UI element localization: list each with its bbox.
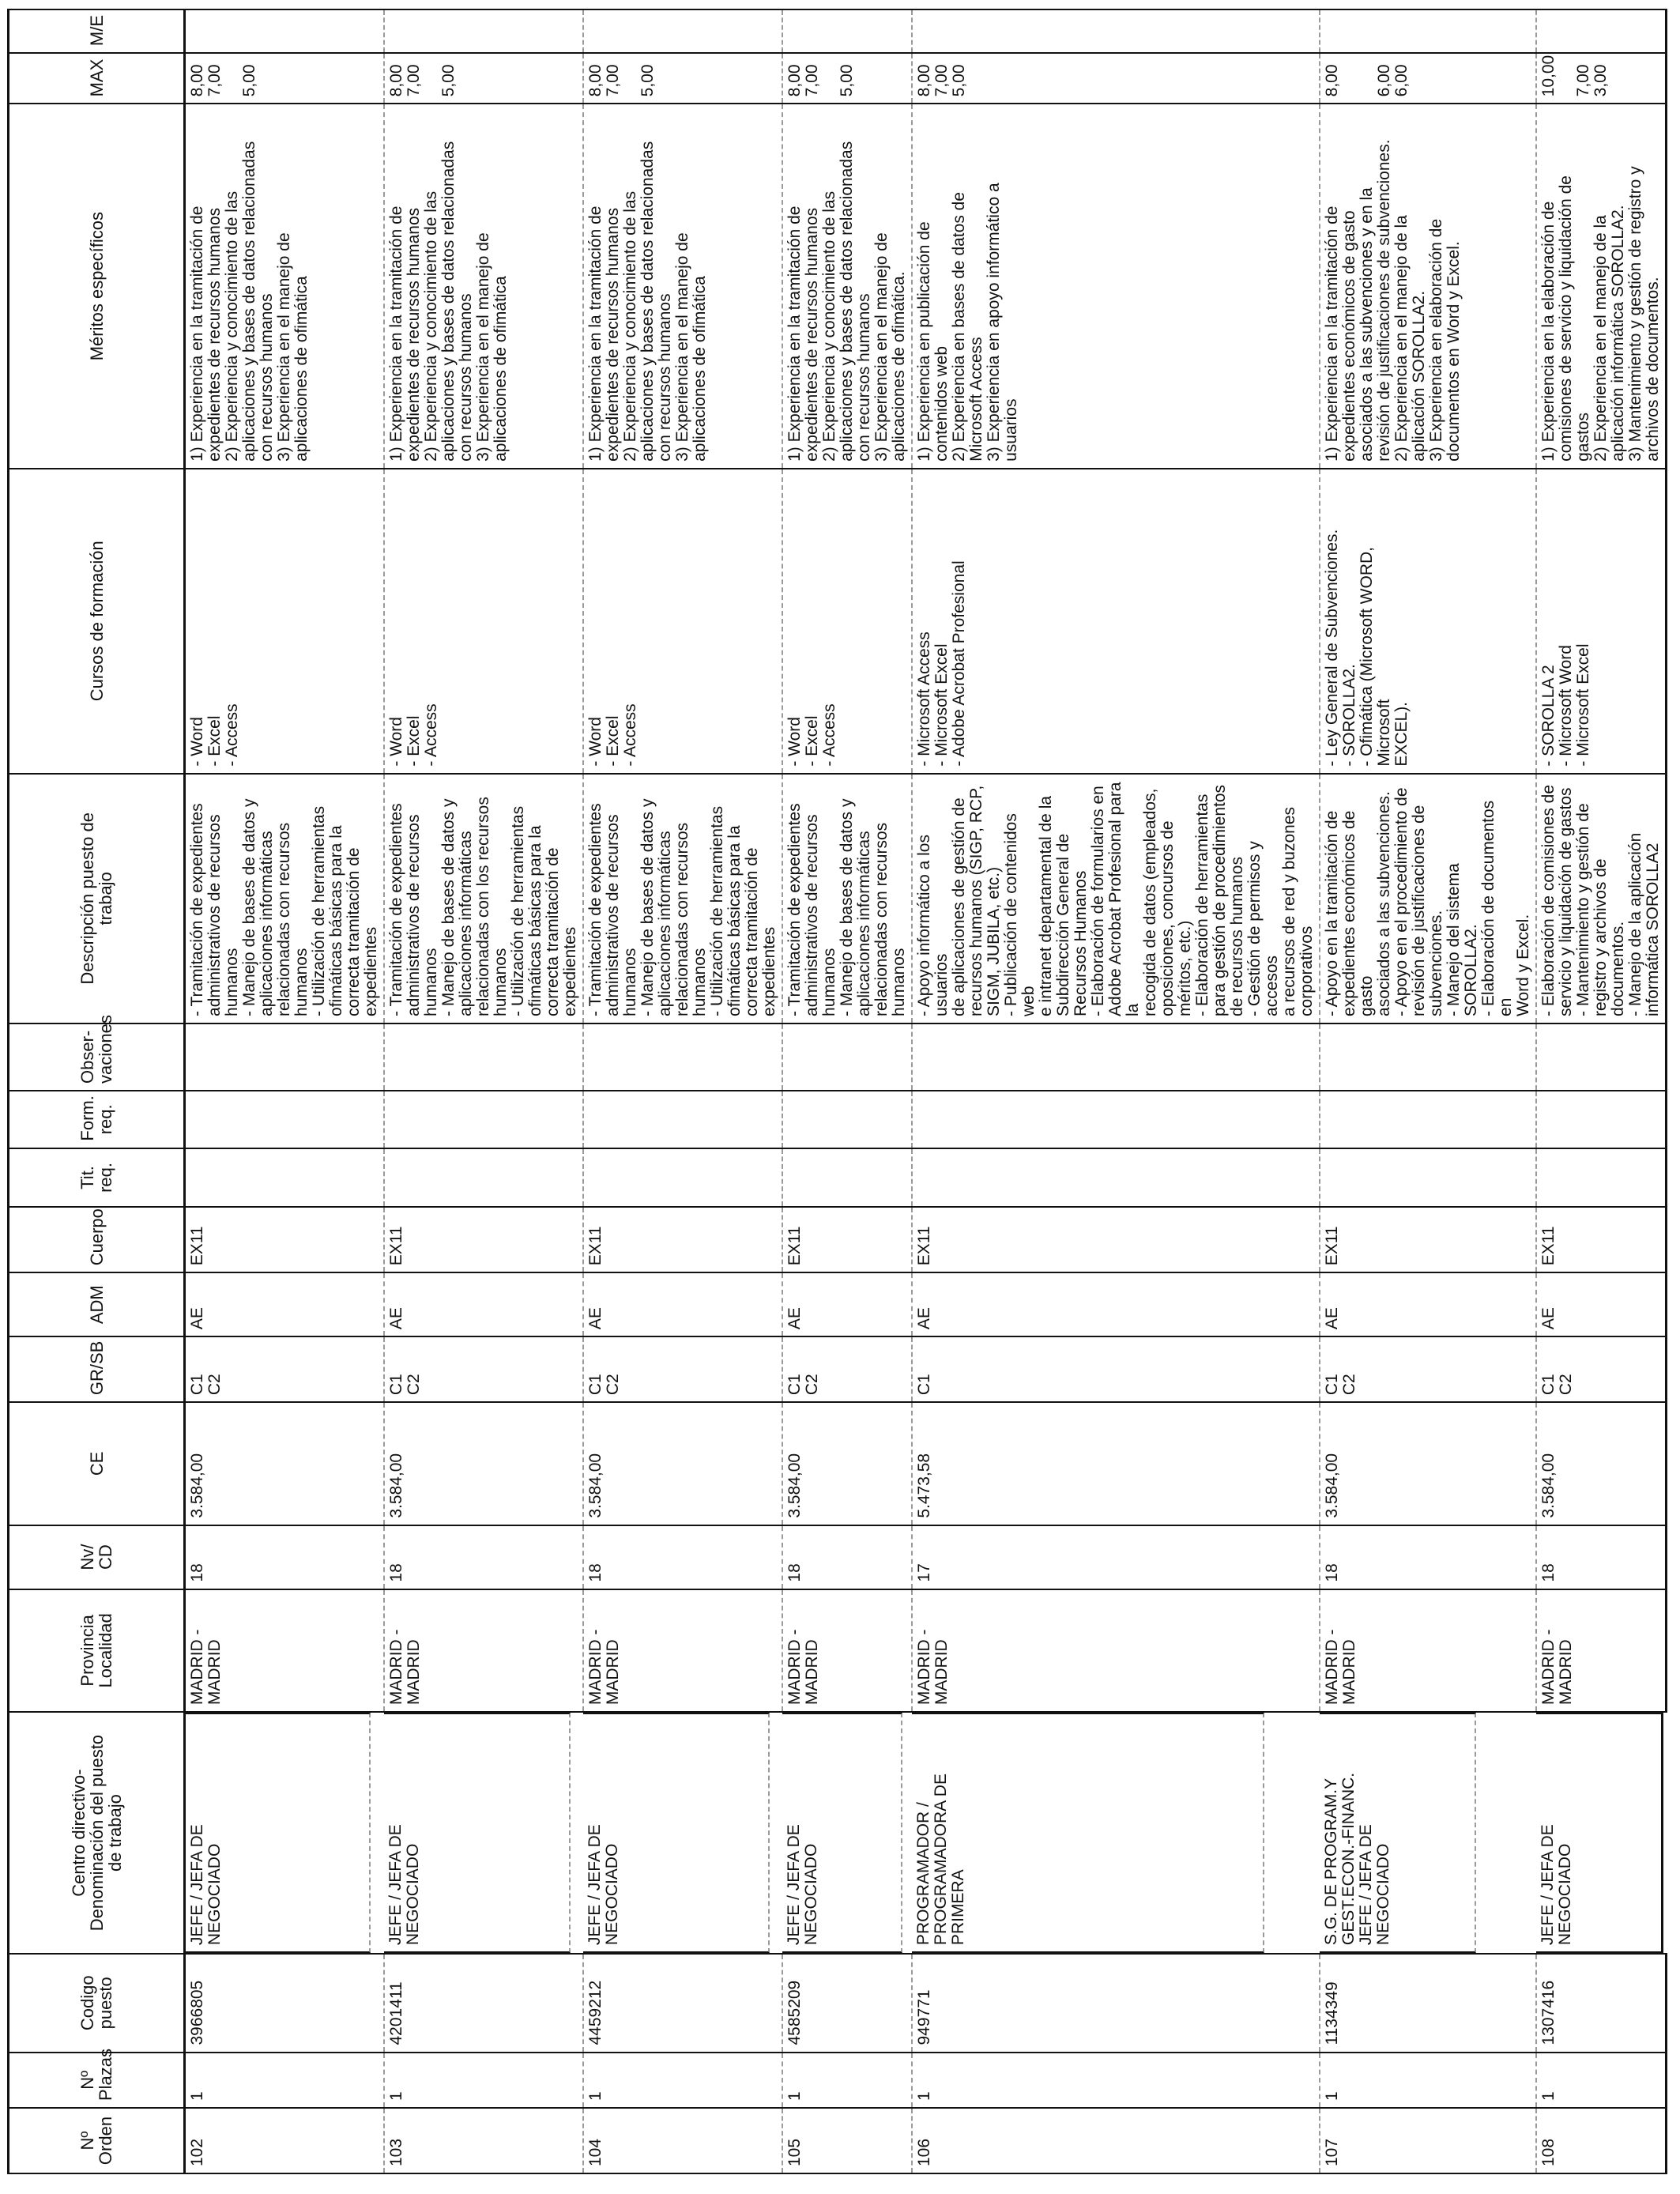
cell-obs [1536, 1023, 1667, 1091]
cell-descripcion: - Apoyo en la tramitación de expedientes económicos de gasto asociados a las subvenciones. - Apoyo en el procedimiento de revisión de justificaciones de subvenciones. - Manejo del sistema SOROLLA2. - Elaboración de documentos en Word y Excel. [1320, 774, 1536, 1023]
cell-meritos: 1) Experiencia en la elaboración de comisiones de servicio y liquidación de gastos 2) Experiencia en el manejo de la aplicación informática SOROLLA2. 3) Mantenimiento y gestión de registro y archivos de documentos. [1536, 104, 1667, 469]
cell-cuerpo: EX11 [782, 1207, 912, 1272]
header-orden: Nº Orden [9, 2108, 185, 2173]
cell-nivel: 18 [384, 1525, 583, 1589]
cell-me [384, 9, 583, 53]
cell-tit [912, 1148, 1320, 1208]
cell-cuerpo: EX11 [185, 1207, 385, 1272]
cell-cursos: - Word - Excel - Access [782, 469, 912, 774]
cell-codigo: 1307416 [1536, 1954, 1667, 2052]
cell-cursos: - Word - Excel - Access [185, 469, 385, 774]
cell-centro [1320, 1713, 1476, 1953]
header-tit: Tit. req. [9, 1148, 185, 1208]
cell-provincia: MADRID - MADRID [384, 1589, 583, 1713]
cell-grsb: C1 C2 [782, 1336, 912, 1402]
cell-provincia: MADRID - MADRID [1536, 1589, 1667, 1713]
denominacion: JEFE / JEFA DE NEGOCIADO [386, 1824, 422, 1946]
header-descripcion: Descripción puesto de trabajo [9, 774, 185, 1023]
table-row [912, 9, 1320, 2173]
header-ce: CE [9, 1402, 185, 1525]
cell-max: 8,00 7,00 5,00 [185, 53, 385, 104]
cell-descripcion: - Elaboración de comisiones de servicio y liquidación de gastos - Mantenimiento y gestión de registro y archivos de documentos. - Manejo de la aplicación informática SOROLLA2 [1536, 774, 1667, 1023]
cell-nivel: 18 [185, 1525, 385, 1589]
cell-meritos: 1) Experiencia en la tramitación de expedientes de recursos humanos 2) Experiencia y conocimiento de las aplicaciones y bases de datos relacionadas con recursos humanos 3) Experiencia en el manejo de aplicaciones de ofimática [583, 104, 782, 469]
cell-cursos: - Word - Excel - Access [384, 469, 583, 774]
table-row [384, 9, 583, 2173]
header-nivel: Nv/ CD [9, 1525, 185, 1589]
cell-adm: AE [912, 1272, 1320, 1336]
cell-centro [782, 1713, 902, 1953]
header-cuerpo: Cuerpo [9, 1207, 185, 1272]
cell-adm: AE [384, 1272, 583, 1336]
denominacion: JEFE / JEFA DE NEGOCIADO [586, 1824, 621, 1946]
cell-descripcion: - Tramitación de expedientes administrativos de recursos humanos - Manejo de bases de datos y aplicaciones informáticas relacionadas con recursos humanos - Utilización de herramientas ofimáticas básicas para la correcta tramitación de expedientes [185, 774, 385, 1023]
header-adm: ADM [9, 1272, 185, 1336]
cell-provincia: MADRID - MADRID [782, 1589, 912, 1713]
cell-descripcion: - Tramitación de expedientes administrativos de recursos humanos - Manejo de bases de datos y aplicaciones informáticas relacionadas con recursos humanos - Utilización de herramientas ofimáticas básicas para la correcta tramitación de expedientes [583, 774, 782, 1023]
cell-nivel: 17 [912, 1525, 1320, 1589]
cell-plazas: 1 [782, 2053, 912, 2109]
cell-grsb: C1 C2 [583, 1336, 782, 1402]
cell-grsb: C1 C2 [384, 1336, 583, 1402]
denominacion: JEFE / JEFA DE NEGOCIADO [188, 1824, 224, 1946]
cell-me [912, 9, 1320, 53]
header-max: MAX [9, 53, 185, 104]
cell-max: 8,00 6,00 6,00 [1320, 53, 1536, 104]
cell-nivel: 18 [1320, 1525, 1536, 1589]
cell-obs [583, 1023, 782, 1091]
cell-codigo: 4585209 [782, 1954, 912, 2052]
centro-directivo: S.G. DE PROGRAM.Y GEST.ECON.-FINANC. [1322, 1772, 1358, 1946]
cell-plazas: 1 [912, 2053, 1320, 2109]
cell-cuerpo: EX11 [912, 1207, 1320, 1272]
cell-me [185, 9, 385, 53]
cell-ce: 5.473,58 [912, 1402, 1320, 1525]
cell-obs [912, 1023, 1320, 1091]
cell-codigo: 1134349 [1320, 1954, 1536, 2052]
cell-centro [1536, 1713, 1663, 1953]
cell-tit [583, 1148, 782, 1208]
cell-nivel: 18 [583, 1525, 782, 1589]
table-row [185, 9, 385, 2173]
header-row [9, 9, 185, 2173]
cell-meritos: 1) Experiencia en la tramitación de expedientes de recursos humanos 2) Experiencia y conocimiento de las aplicaciones y bases de datos relacionadas con recursos humanos 3) Experiencia en el manejo de aplicaciones de ofimática [185, 104, 385, 469]
cell-provincia: MADRID - MADRID [583, 1589, 782, 1713]
cell-centro [583, 1713, 770, 1953]
cell-cuerpo: EX11 [583, 1207, 782, 1272]
cell-form [912, 1091, 1320, 1148]
header-plazas: Nº Plazas [9, 2053, 185, 2109]
cell-me [583, 9, 782, 53]
header-form: Form. req. [9, 1091, 185, 1148]
cell-cursos: - Microsoft Access - Microsoft Excel - Adobe Acrobat Profesional [912, 469, 1320, 774]
denominacion: PROGRAMADOR / PROGRAMADORA DE PRIMERA [914, 1774, 967, 1946]
cell-meritos: 1) Experiencia en la tramitación de expedientes de recursos humanos 2) Experiencia y conocimiento de las aplicaciones y bases de datos relacionadas con recursos humanos 3) Experiencia en el manejo de aplicaciones de ofimática. [782, 104, 912, 469]
table-row [583, 9, 782, 2173]
table-row [782, 9, 912, 2173]
header-grsb: GR/SB [9, 1336, 185, 1402]
cell-tit [384, 1148, 583, 1208]
cell-orden: 106 [912, 2108, 1320, 2173]
cell-adm: AE [185, 1272, 385, 1336]
denominacion: JEFE / JEFA DE NEGOCIADO [1539, 1824, 1574, 1946]
cell-max: 8,00 7,00 5,00 [583, 53, 782, 104]
cell-cuerpo: EX11 [1536, 1207, 1667, 1272]
cell-me [1536, 9, 1667, 53]
cell-adm: AE [583, 1272, 782, 1336]
cell-descripcion: - Tramitación de expedientes administrativos de recursos humanos - Manejo de bases de datos y aplicaciones informáticas relacionadas con recursos humanos [782, 774, 912, 1023]
header-codigo: Codigo puesto [9, 1954, 185, 2052]
cell-form [1320, 1091, 1536, 1148]
job-positions-table [7, 9, 1667, 2174]
cell-ce: 3.584,00 [782, 1402, 912, 1525]
cell-tit [1320, 1148, 1536, 1208]
cell-plazas: 1 [1320, 2053, 1536, 2109]
cell-cursos: - Ley General de Subvenciones. - SOROLLA2. - Ofimática (Microsoft WORD, Microsoft EXCEL). [1320, 469, 1536, 774]
denominacion: JEFE / JEFA DE NEGOCIADO [1357, 1824, 1392, 1946]
cell-nivel: 18 [782, 1525, 912, 1589]
cell-max: 8,00 7,00 5,00 [912, 53, 1320, 104]
header-obs: Obser- vaciones [9, 1023, 185, 1091]
cell-ce: 3.584,00 [185, 1402, 385, 1525]
cell-ce: 3.584,00 [1536, 1402, 1667, 1525]
cell-codigo: 4201411 [384, 1954, 583, 2052]
cell-orden: 104 [583, 2108, 782, 2173]
cell-adm: AE [1536, 1272, 1667, 1336]
cell-centro [186, 1713, 371, 1953]
cell-me [1320, 9, 1536, 53]
cell-tit [185, 1148, 385, 1208]
cell-ce: 3.584,00 [384, 1402, 583, 1525]
cell-codigo: 949771 [912, 1954, 1320, 2052]
cell-form [1536, 1091, 1667, 1148]
cell-orden: 107 [1320, 2108, 1536, 2173]
cell-me [782, 9, 912, 53]
cell-nivel: 18 [1536, 1525, 1667, 1589]
cell-orden: 105 [782, 2108, 912, 2173]
cell-meritos: 1) Experiencia en la tramitación de expedientes económicos de gasto asociados a las subvenciones y en la revisión de justificaciones de subvenciones. 2) Experiencia en el manejo de la aplicación SOROLLA2. 3) Experiencia en elaboración de documentos en Word y Excel. [1320, 104, 1536, 469]
cell-obs [384, 1023, 583, 1091]
header-cursos: Cursos de formación [9, 469, 185, 774]
cell-obs [185, 1023, 385, 1091]
cell-obs [782, 1023, 912, 1091]
cell-orden: 108 [1536, 2108, 1667, 2173]
cell-cuerpo: EX11 [384, 1207, 583, 1272]
cell-grsb: C1 C2 [185, 1336, 385, 1402]
cell-meritos: 1) Experiencia en publicación de contenidos web 2) Experiencia en bases de datos de Microsoft Access 3) Experiencia en apoyo informático a usuarios [912, 104, 1320, 469]
header-me: M/E [9, 9, 185, 53]
table-row [1320, 9, 1536, 2173]
cell-tit [782, 1148, 912, 1208]
cell-form [185, 1091, 385, 1148]
header-meritos: Méritos específicos [9, 104, 185, 469]
header-provincia: Provincia Localidad [9, 1589, 185, 1713]
cell-provincia: MADRID - MADRID [1320, 1589, 1536, 1713]
table-row [1536, 9, 1667, 2173]
cell-max: 8,00 7,00 5,00 [384, 53, 583, 104]
cell-adm: AE [1320, 1272, 1536, 1336]
denominacion: JEFE / JEFA DE NEGOCIADO [785, 1824, 820, 1946]
cell-tit [1536, 1148, 1667, 1208]
cell-cursos: - SOROLLA 2 - Microsoft Word - Microsoft Excel [1536, 469, 1667, 774]
cell-plazas: 1 [384, 2053, 583, 2109]
cell-codigo: 3966805 [185, 1954, 385, 2052]
cell-meritos: 1) Experiencia en la tramitación de expedientes de recursos humanos 2) Experiencia y conocimiento de las aplicaciones y bases de datos relacionadas con recursos humanos 3) Experiencia en el manejo de aplicaciones de ofimática [384, 104, 583, 469]
cell-form [583, 1091, 782, 1148]
cell-grsb: C1 [912, 1336, 1320, 1402]
cell-descripcion: - Apoyo informático a los usuarios de aplicaciones de gestión de recursos humanos (SIGP, RCP, SIGM, JUBILA, etc.) - Publicación de contenidos web e intranet departamental de la Subdirección General de Recursos Humanos - Elaboración de formularios en Adobe Acrobat Profesional para la recogida de datos (empleados, oposiciones, concursos de méritos, etc.) - Elaboración de herramientas para gestión de procedimientos de recursos humanos - Gestión de permisos y accesos a recursos de red y buzones corporativos [912, 774, 1320, 1023]
cell-orden: 102 [185, 2108, 385, 2173]
cell-cursos: - Word - Excel - Access [583, 469, 782, 774]
header-centro: Centro directivo- Denominación del puesto de trabajo [9, 1712, 185, 1954]
cell-ce: 3.584,00 [583, 1402, 782, 1525]
cell-plazas: 1 [185, 2053, 385, 2109]
cell-max: 10,00 7,00 3,00 [1536, 53, 1667, 104]
cell-descripcion: - Tramitación de expedientes administrativos de recursos humanos - Manejo de bases de datos y aplicaciones informáticas relacionadas con los recursos humanos - Utilización de herramientas ofimáticas básicas para la correcta tramitación de expedientes [384, 774, 583, 1023]
cell-adm: AE [782, 1272, 912, 1336]
cell-centro [912, 1713, 1264, 1953]
cell-provincia: MADRID - MADRID [912, 1589, 1320, 1713]
cell-form [782, 1091, 912, 1148]
cell-centro [384, 1713, 571, 1953]
cell-obs [1320, 1023, 1536, 1091]
cell-codigo: 4459212 [583, 1954, 782, 2052]
cell-grsb: C1 C2 [1536, 1336, 1667, 1402]
cell-cuerpo: EX11 [1320, 1207, 1536, 1272]
cell-form [384, 1091, 583, 1148]
cell-plazas: 1 [583, 2053, 782, 2109]
cell-ce: 3.584,00 [1320, 1402, 1536, 1525]
cell-plazas: 1 [1536, 2053, 1667, 2109]
cell-grsb: C1 C2 [1320, 1336, 1536, 1402]
cell-provincia: MADRID - MADRID [185, 1589, 385, 1713]
cell-max: 8,00 7,00 5,00 [782, 53, 912, 104]
cell-orden: 103 [384, 2108, 583, 2173]
